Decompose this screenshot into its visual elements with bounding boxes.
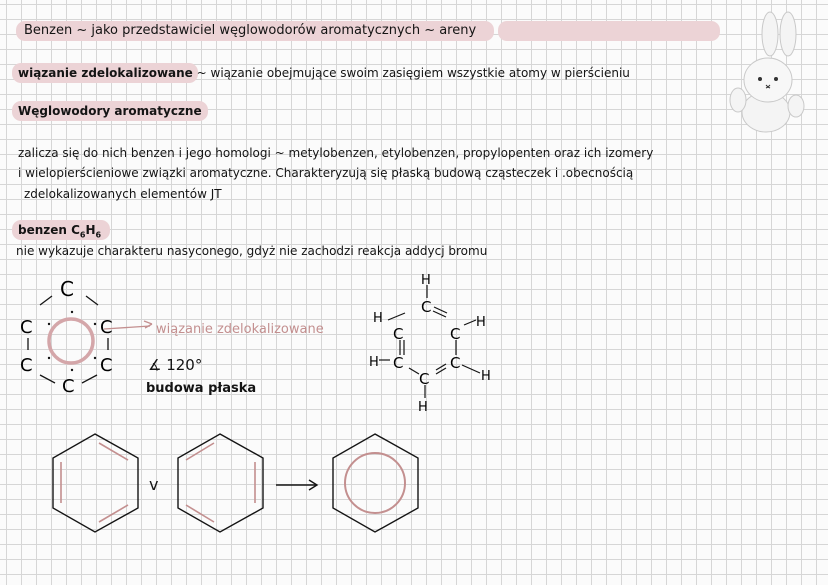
kekule-h-bottom: H — [418, 400, 428, 415]
benzene-note: nie wykazuje charakteru nasyconego, gdyż nie zachodzi reakcja addycj bromu — [16, 244, 488, 258]
resonance-structure-1 — [53, 434, 138, 532]
angle-label: ∡ 120° — [148, 356, 203, 374]
resonance-structure-2 — [178, 434, 263, 532]
diagram1-atom-top: C — [60, 277, 74, 301]
resonance-or-label: v — [149, 475, 159, 494]
section-heading: Węglowodory aromatyczne — [18, 104, 202, 118]
paragraph-line-2: i wielopierścieniowe związki aromatyczne. Charakteryzują się płaską budową cząsteczek i .obecnością — [18, 166, 634, 180]
kekule-h-upper-right: H — [476, 315, 486, 330]
kekule-c-lower-left: C — [393, 354, 404, 372]
benzene-heading: benzen $C_6H_6$ — [18, 223, 102, 240]
shape-label: budowa płaska — [146, 381, 257, 396]
kekule-c-upper-right: C — [450, 325, 461, 343]
page-title: Benzen ~ jako przedstawiciel węglowodorów aromatycznych ~ areny — [24, 23, 477, 38]
kekule-c-upper-left: C — [393, 325, 404, 343]
kekule-c-lower-right: C — [450, 354, 461, 372]
kekule-h-upper-left: H — [373, 311, 383, 326]
arrow-right-icon — [276, 480, 317, 490]
diagram1-atom-upper-left: C — [20, 317, 33, 338]
definition-term: wiązanie zdelokalizowane — [18, 66, 193, 80]
kekule-h-top: H — [421, 273, 431, 288]
diagram1-atom-bottom: C — [62, 376, 75, 397]
kekule-h-lower-right: H — [481, 369, 491, 384]
paragraph-line-1: zalicza się do nich benzen i jego homologi ~ metylobenzen, etylobenzen, propylopenten oraz ich izomery — [18, 146, 654, 160]
diagram1-atom-lower-left: C — [20, 355, 33, 376]
delocalized-label: wiązanie zdelokalizowane — [156, 322, 324, 337]
definition-rest: ~ wiązanie obejmujące swoim zasięgiem wszystkie atomy w pierścieniu — [196, 66, 630, 80]
diagram1-atom-upper-right: C — [100, 317, 113, 338]
paragraph-line-3: zdelokalizowanych elementów JT — [24, 187, 222, 201]
kekule-c-top: C — [421, 298, 432, 316]
kekule-c-bottom: C — [419, 370, 430, 388]
diagram1-atom-lower-right: C — [100, 355, 113, 376]
kekule-h-lower-left: H — [369, 355, 379, 370]
